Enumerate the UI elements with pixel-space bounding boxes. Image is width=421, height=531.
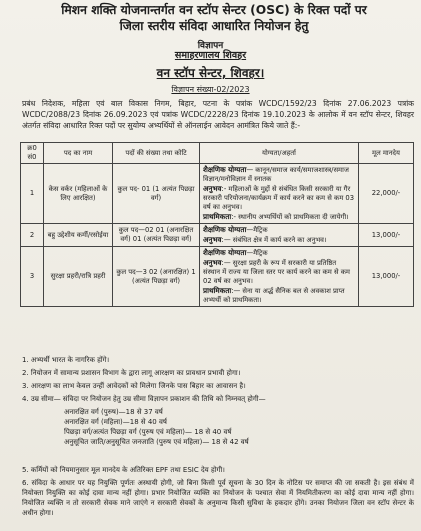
- header-center-name: वन स्टॉप सेन्टर, शिवहर।: [156, 66, 265, 80]
- note-epf: 5. कर्मियों को नियमानुसार मूल मानदेय के अतिरिक्त EPF तथा ESIC देय होगी।: [22, 466, 225, 474]
- row-post-count: कुल पद- 01 (1 अत्यंत पिछड़ा वर्ग): [113, 164, 200, 224]
- header-post-name: पद का नाम: [44, 143, 113, 164]
- row-honorarium: 13,000/-: [359, 247, 414, 307]
- qual-label: शैक्षणिक योग्यता: [203, 248, 247, 257]
- note-contract-terms: 6. संविदा के आधार पर यह नियुक्ति पूर्णतः अस्थायी होगी, जो बिना किसी पूर्व सूचना के 30 दिन के नोटिस पर समाप्त की जा सकती है। इस संबंध में नियोक्ता नियुक्ति का कोई दावा मान्य नहीं होगा। प्रभार नियोजित व्यक्ति का नियोजन के पश्चात सेवा में नियमितीकरण का कोई दावा मान्य नहीं होगा। नियोजित व्यक्ति न तो सरकारी सेवक माने जाएंगे न सरकारी सेवकों के अनुमान्य किसी सुविधा के हकदार होंगे। उनका नियोजन जिला वन स्टॉप सेन्टर के अधीन होगा।: [22, 479, 414, 517]
- row-qualification: [200, 224, 359, 247]
- age-limit-4: अनुसूचित जाति/अनुसूचित जनजाति (पुरुष एवं महिला)— 18 से 42 वर्ष: [64, 438, 249, 446]
- note-domicile: 3. आरक्षण का लाभ केवल उन्हीं आवेदकों को मिलेगा जिनके पास बिहार का आवासन है।: [22, 382, 246, 390]
- table-row: [21, 247, 414, 307]
- table-row: [21, 164, 414, 224]
- intro-paragraph: प्रबंध निदेशक, महिला एवं बाल विकास निगम, बिहार, पटना के पत्रांक WCDC/1592/23 दिनांक 27.06.2023 पत्रांक WCDC/2088/23 दिनांक 26.09.2023 एवं पत्रांक WCDC/2228/23 दिनांक 19.10.2023 के आलोक में वन स्टॉप सेन्टर, शिवहर अंतर्गत संविदा आधारित रिक्त पदों पर सुयोग्य अभ्यर्थियों से ऑनलाईन आवेदन आमंत्रित किये जाते हैं:-: [22, 99, 414, 130]
- row-post-name: बहु उद्देशीय कर्मी/रसोईया: [44, 224, 113, 247]
- row-serial: 2: [21, 224, 44, 247]
- exp-text: :— सुरक्षा प्रहरी के रूप में सरकारी या प्रतिष्ठित संस्थान में राज्य या जिला स्तर पर कार्य करने का कम से कम 02 वर्ष का अनुभव।: [203, 259, 350, 285]
- row-qualification: [200, 164, 359, 224]
- pref-label: प्राथमिकता: [203, 212, 232, 221]
- header-line-1: मिशन शक्ति योजनान्तर्गत वन स्टॉप सेन्टर (OSC) के रिक्त पदों पर: [61, 3, 367, 17]
- qual-label: शैक्षणिक योग्यता: [203, 165, 247, 174]
- qual-label: शैक्षणिक योग्यता: [203, 225, 247, 234]
- pref-text: :— सेना या अर्द्ध सैनिक बल से अवकाश प्राप्त अभ्यर्थी को प्राथमिकता।: [203, 287, 345, 304]
- pref-label: प्राथमिकता: [203, 286, 232, 295]
- age-limit-2: अनारक्षित वर्ग (महिला)—18 से 40 वर्ष: [64, 418, 167, 426]
- exp-label: अनुभव: [203, 258, 222, 267]
- qual-text: —मैट्रिक: [246, 249, 268, 257]
- header-line-2: जिला स्तरीय संविदा आधारित नियोजन हेतु: [119, 19, 309, 33]
- row-post-count: कुल पद—3 02 (अनारक्षित) 1 (अत्यंत पिछड़ा वर्ग): [113, 247, 200, 307]
- note-age-limit: 4. उम्र सीमा— संविदा पर नियोजन हेतु उम्र सीमा विज्ञापन प्रकाशन की तिथि को निम्नवत् होगी—: [22, 395, 266, 403]
- age-limit-3: पिछड़ा वर्ग/अत्यंत पिछड़ा वर्ग (पुरुष एवं महिला)— 18 से 40 वर्ष: [64, 428, 232, 436]
- header-post-count: पदों की संख्या तथा कोटि: [113, 143, 200, 164]
- exp-label: अनुभव: [203, 184, 222, 193]
- vacancy-table: [20, 142, 414, 307]
- row-honorarium: 13,000/-: [359, 224, 414, 247]
- row-post-count: कुल पद—02 01 (अनारक्षित वर्ग) 01 (अत्यंत पिछड़ा वर्ग): [113, 224, 200, 247]
- row-serial: 1: [21, 164, 44, 224]
- header-qualification: योग्यता/अहर्ता: [200, 143, 359, 164]
- pref-text: :- स्थानीय अभ्यर्थियों को प्राथमिकता दी जायेगी।: [231, 213, 349, 221]
- note-reservation: 2. नियोजन में सामान्य प्रशासन विभाग के द्वारा लागू आरक्षण का प्रावधान प्रभावी होगा।: [22, 369, 241, 377]
- age-limit-1: अनारक्षित वर्ग (पुरुष)—18 से 37 वर्ष: [64, 408, 163, 416]
- notes-list: [22, 355, 414, 447]
- header-serial: क्र0 सं0: [21, 143, 44, 164]
- note-citizenship: 1. अभ्यर्थी भारत के नागरिक होंगे।: [22, 356, 110, 364]
- qual-text: —मैट्रिक: [246, 226, 268, 234]
- header-collectorate: समाहरणालय शिवहर: [174, 50, 247, 61]
- header-honorarium: मूल मानदेय: [359, 143, 414, 164]
- exp-text: :— संबंधित क्षेत्र में कार्य करने का अनुभव।: [221, 236, 327, 244]
- row-honorarium: 22,000/-: [359, 164, 414, 224]
- table-header-row: [21, 143, 414, 164]
- exp-text: :- महिलाओं के मुद्दों से संबंधित किसी सरकारी या गैर सरकारी परियोजना/कार्यक्रम में कार्य करने का कम से कम 03 वर्ष का अनुभव।: [203, 185, 355, 211]
- row-serial: 3: [21, 247, 44, 307]
- row-qualification: [200, 247, 359, 307]
- exp-label: अनुभव: [203, 235, 222, 244]
- advertisement-number: विज्ञापन संख्या-02/2023: [171, 85, 250, 94]
- header-advertisement: विज्ञापन: [197, 41, 224, 51]
- notes-final: [22, 465, 414, 518]
- row-post-name: सुरक्षा प्रहरी/रात्रि प्रहरी: [44, 247, 113, 307]
- table-row: [21, 224, 414, 247]
- row-post-name: केस वर्कर (महिलाओं के लिए आरक्षित): [44, 164, 113, 224]
- qual-text: — कानून/समाज कार्य/समाजशास्त्र/समाज विज्ञान/मनोविज्ञान में स्नातक: [203, 166, 349, 183]
